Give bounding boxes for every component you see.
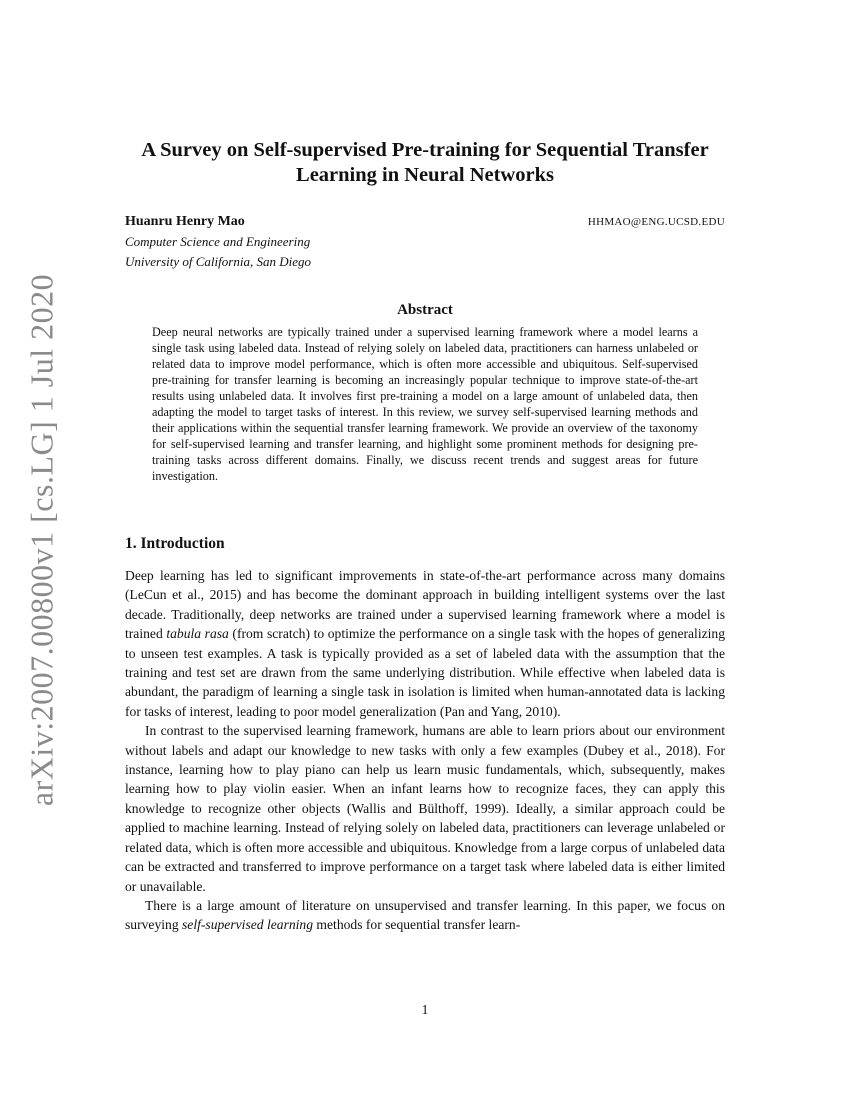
- paper-title: A Survey on Self-supervised Pre-training for Sequential Transfer Learning in Neural Networks: [141, 139, 709, 186]
- author-affiliation-university: University of California, San Diego: [125, 254, 311, 269]
- arxiv-identifier-stamp: arXiv:2007.00800v1 [cs.LG] 1 Jul 2020: [23, 273, 60, 807]
- paragraph: In contrast to the supervised learning framework, humans are able to learn priors about our environment without labels and adapt our knowledge to new tasks with only a few examples (Dubey et al., 2018). For instance, learning how to play piano can help us learn music fundamentals, which, subsequently, makes learning how to play violin easier. When an infant learns how to recognize faces, they can apply this knowledge to recognize other objects (Wallis and Bülthoff, 1999). Ideally, a similar approach could be applied to machine learning. Instead of relying solely on labeled data, practitioners can leverage unlabeled or related data, which is often more accessible and ubiquitous. Knowledge from a large corpus of unlabeled data can be extracted and transferred to improve performance on a target task where labeled data is either limited or unavailable.: [125, 723, 725, 894]
- page-number: 1: [421, 1002, 429, 1017]
- author-affiliation-department: Computer Science and Engineering: [125, 234, 311, 249]
- paragraph-text: (from scratch) to optimize the performance on a single task with the hopes of generalizing to unseen test examples. A task is typically provided as a set of labeled data with the assumption that the training and test set are drawn from the same underlying distribution. While effective when labeled data is abundant, the paradigm of learning a single task in isolation is limited when human-annotated data is lacking for tasks of interest, leading to poor model generalization (Pan and Yang, 2010).: [125, 626, 726, 719]
- author-email: HHMAO@ENG.UCSD.EDU: [587, 216, 725, 228]
- paragraph: [125, 566, 725, 721]
- section-heading-introduction: 1. Introduction: [125, 535, 225, 552]
- paragraph-text: Deep learning has led to significant improvements in state-of-the-art performance across many domains (LeCun et al., 2015) and has become the dominant approach in building intelligent systems over the last decade. Traditionally, deep networks are trained under a supervised learning framework where a model is trained: [125, 568, 725, 642]
- author-name: Huanru Henry Mao: [125, 214, 245, 229]
- introduction-body: [125, 566, 725, 935]
- emphasis-text: self-supervised learning: [182, 917, 314, 933]
- paragraph: [125, 896, 725, 935]
- paragraph-text: There is a large amount of literature on unsupervised and transfer learning. In this paper, we focus on surveying: [125, 897, 725, 933]
- abstract-heading: Abstract: [397, 302, 453, 318]
- paragraph-text: methods for sequential transfer learn-: [313, 917, 521, 933]
- emphasis-text: tabula rasa: [166, 626, 229, 642]
- abstract-text: Deep neural networks are typically trained under a supervised learning framework where a model learns a single task using labeled data. Instead of relying solely on labeled data, practitioners can harness unlabeled or related data to improve model performance, which is often more accessible and ubiquitous. Self-supervised pre-training for transfer learning is becoming an increasingly popular technique to improve state-of-the-art results using unlabeled data. It involves first pre-training a model on a large amount of unlabeled data, then adapting the model to target tasks of interest. In this review, we survey self-supervised learning methods and their applications within the sequential transfer learning framework. We provide an overview of the taxonomy for self-supervised learning and transfer learning, and highlight some prominent methods for designing pre-training tasks across different domains. Finally, we discuss recent trends and suggest areas for future investigation.: [152, 325, 698, 483]
